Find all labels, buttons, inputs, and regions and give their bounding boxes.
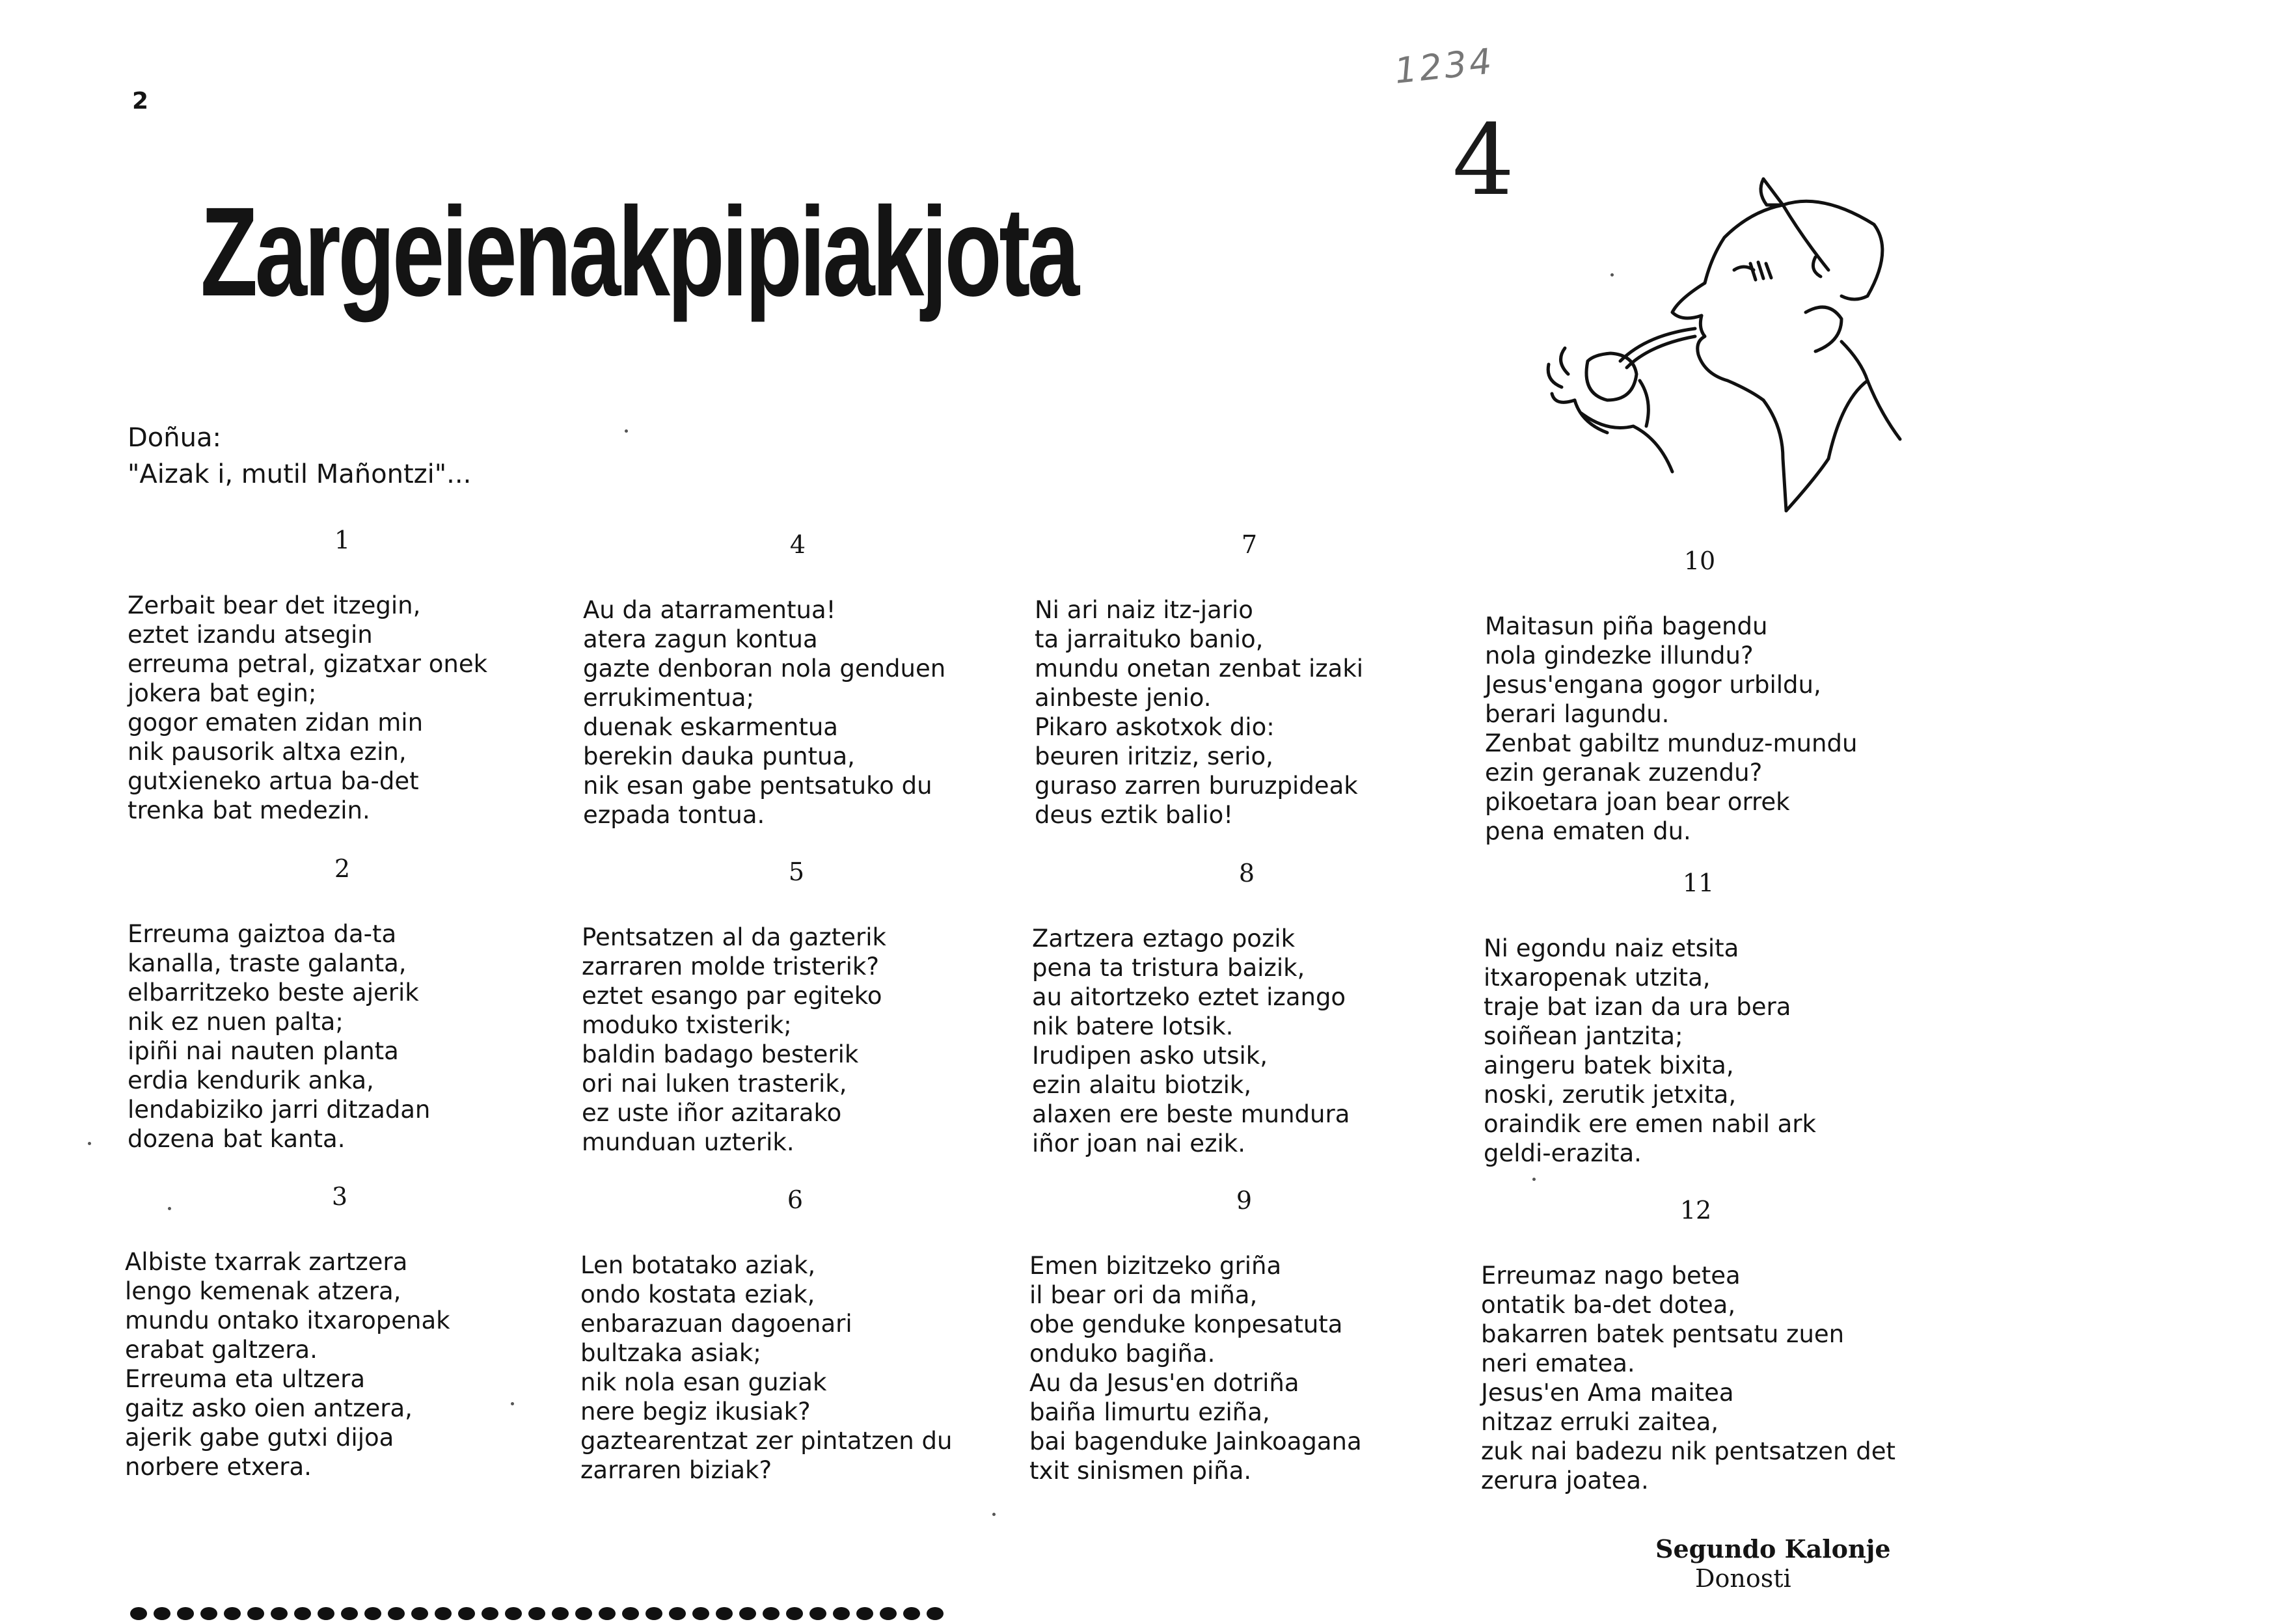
stanza-number: 2 [334, 854, 351, 883]
stanza-number: 11 [1682, 869, 1715, 897]
stanza-number: 7 [1241, 530, 1258, 559]
stanza-5 [582, 858, 1011, 1157]
stanza-8 [1032, 859, 1461, 1158]
binding-holes [130, 1607, 950, 1623]
stanza-text: Emen bizitzeko griña il bear ori da miña, obe genduke konpesatuta onduko bagiña. Au da Jesus'en dotriña baiña limurtu eziña, bai bagenduke Jainkoagana txit sinismen piña. [1029, 1252, 1362, 1485]
stanza-text: Maitasun piña bagendu nola gindezke illundu? Jesus'engana gogor urbildu, berari lagundu. Zenbat gabiltz munduz-mundu ezin geranak zuzendu? pikoetara joan bear orrek pena ematen du. [1485, 612, 1858, 845]
stanza-number: 8 [1238, 859, 1255, 887]
stanza-2 [128, 854, 557, 1154]
tune-intro [128, 420, 471, 493]
archive-mark: 1234 [1392, 40, 1497, 92]
title-word: jota [921, 181, 1077, 323]
scan-speck [625, 429, 628, 433]
tune-name: "Aizak i, mutil Mañontzi"... [128, 459, 472, 489]
handwritten-page-number: 4 [1452, 104, 1515, 217]
title-word: pipiak [667, 181, 921, 323]
scan-speck [88, 1142, 91, 1145]
stanza-text: Albiste txarrak zartzera lengo kemenak atzera, mundu ontako itxaropenak erabat galtzera. Erreuma eta ultzera gaitz asko oien antzera, ajerik gabe gutxi dijoa norbere etxera. [125, 1248, 450, 1481]
stanza-text: Erreuma gaiztoa da-ta kanalla, traste galanta, elbarritzeko beste ajerik nik ez nuen palta; ipiñi nai nauten planta erdia kendurik anka, lendabiziko jarri ditzadan dozena bat kanta. [128, 920, 431, 1153]
stanza-number: 3 [331, 1182, 348, 1211]
stanza-text: Zartzera eztago pozik pena ta tristura baizik, au aitortzeko eztet izango nik batere lotsik. Irudipen asko utsik, ezin alaitu biotzik, alaxen ere beste mundura iñor joan nai ezik. [1032, 925, 1350, 1157]
stanza-6 [580, 1185, 1010, 1485]
stanza-number: 9 [1236, 1186, 1253, 1215]
scan-speck [1610, 273, 1614, 277]
author-place: Donosti [1695, 1564, 1791, 1593]
stanza-text: Len botatako aziak, ondo kostata eziak, enbarazuan dagoenari bultzaka asiak; nik nola esan guziak nere begiz ikusiak? gaztearentzat zer pintatzen du zarraren biziak? [580, 1251, 953, 1484]
stanza-4 [583, 530, 1012, 830]
stanza-12 [1481, 1196, 1910, 1495]
stanza-number: 4 [789, 530, 806, 559]
stanza-7 [1035, 530, 1464, 830]
stanza-text: Ni ari naiz itz-jario ta jarraituko banio, mundu onetan zenbat izaki ainbeste jenio. Pikaro askotxok dio: beuren iritziz, serio, guraso zarren buruzpideak deus eztik balio! [1035, 596, 1364, 829]
stanza-10 [1485, 547, 1914, 846]
stanza-11 [1484, 869, 1913, 1168]
stanza-3 [125, 1182, 554, 1482]
author-name: Segundo Kalonje [1655, 1534, 1891, 1563]
old-man-pipe-icon [1477, 166, 1907, 530]
stanza-number: 12 [1679, 1196, 1712, 1225]
tune-label: Doñua: [128, 423, 221, 453]
title-word: geienak [338, 181, 668, 323]
stanza-text: Erreumaz nago betea ontatik ba-det dotea, bakarren batek pentsatu zuen neri ematea. Jesus'en Ama maitea nitzaz erruki zaitea, zuk nai badezu nik pentsatzen det zerura joatea. [1481, 1262, 1896, 1495]
stanza-1 [128, 526, 557, 825]
stanza-text: Au da atarramentua! atera zagun kontua gazte denboran nola genduen errukimentua; duenak eskarmentua berekin dauka puntua, nik esan gabe pentsatuko du ezpada tontua. [583, 596, 946, 829]
scan-speck [992, 1513, 996, 1516]
stanza-number: 6 [787, 1185, 804, 1214]
stanza-number: 1 [334, 526, 351, 554]
stanza-text: Ni egondu naiz etsita itxaropenak utzita, traje bat izan da ura bera soiñean jantzita; aingeru batek bixita, noski, zerutik jetxita, oraindik ere emen nabil ark geldi-erazita. [1484, 934, 1816, 1167]
stanza-number: 5 [788, 858, 805, 886]
scan-speck [168, 1207, 171, 1210]
page-title [200, 181, 1077, 323]
stanza-9 [1029, 1186, 1459, 1485]
scan-speck [511, 1402, 514, 1405]
stanza-number: 10 [1683, 547, 1716, 575]
stanza-text: Pentsatzen al da gazterik zarraren molde tristerik? eztet esango par egiteko moduko txisterik; baldin badago besterik ori nai luken trasterik, ez uste iñor azitarako munduan uzterik. [582, 923, 886, 1156]
scan-speck [1532, 1178, 1536, 1181]
title-word: Zar [200, 181, 338, 323]
stanza-text: Zerbait bear det itzegin, eztet izandu atsegin erreuma petral, gizatxar onek jokera bat egin; gogor ematen zidan min nik pausorik altxa ezin, gutxieneko artua ba-det trenka bat medezin. [128, 591, 488, 824]
page-number: 2 [132, 88, 149, 115]
